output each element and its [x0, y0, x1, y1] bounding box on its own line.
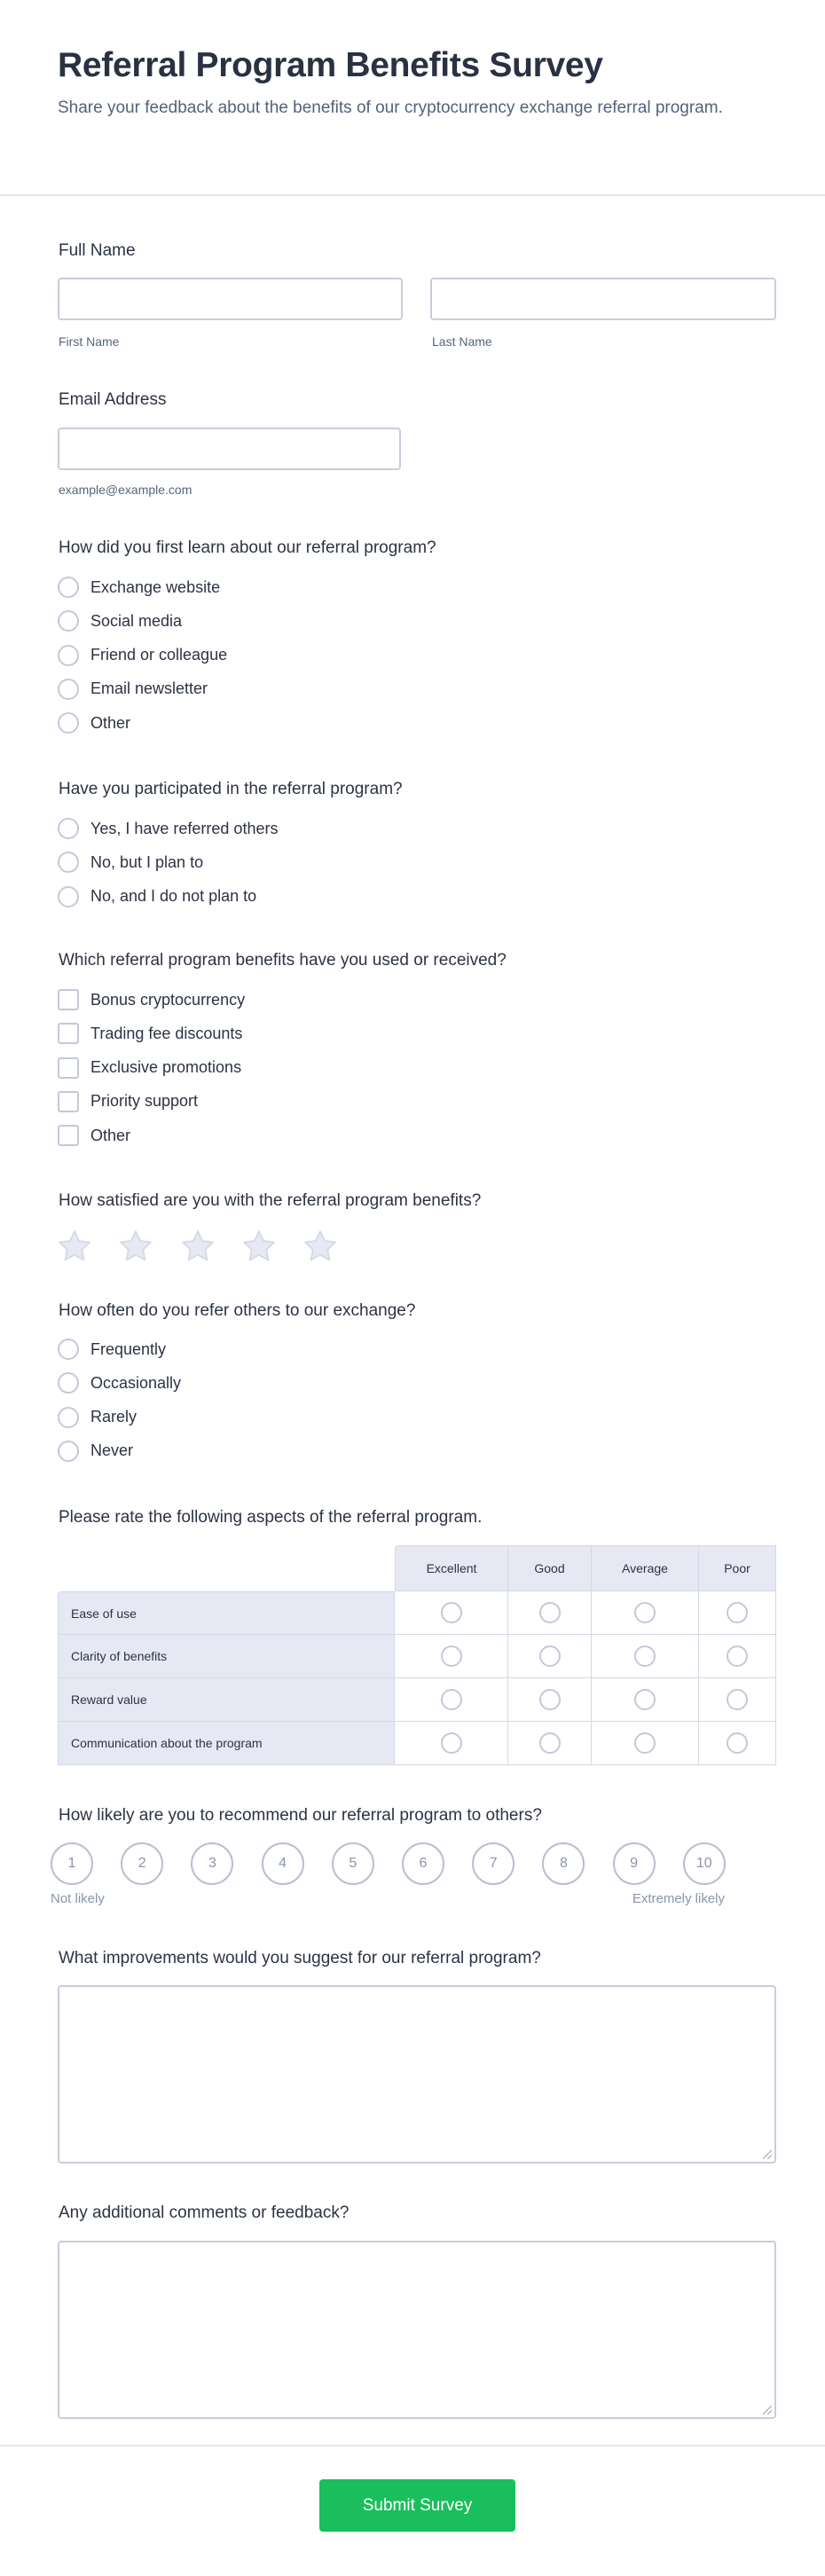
learn-option[interactable] [58, 576, 220, 599]
learn-option-label: Other [90, 713, 131, 732]
matrix-column-header: Good [508, 1545, 592, 1591]
learn-option[interactable] [58, 644, 227, 667]
matrix-row [58, 1591, 776, 1635]
participated-option-label: Yes, I have referred others [90, 819, 279, 837]
benefit-option[interactable] [58, 1124, 130, 1147]
radio-button[interactable] [58, 818, 79, 839]
radio-button[interactable] [58, 577, 79, 598]
improvements-textarea[interactable] [58, 1985, 776, 2164]
first-name-input[interactable] [58, 278, 403, 320]
matrix-radio-button[interactable] [634, 1732, 656, 1754]
nps-option[interactable]: 5 [332, 1842, 374, 1885]
benefit-option-label: Priority support [90, 1092, 199, 1111]
learn-option[interactable] [58, 678, 208, 701]
learn-option-label: Friend or colleague [90, 646, 228, 664]
matrix-question-label: Please rate the following aspects of the referral program. [59, 1508, 483, 1527]
matrix-radio-button[interactable] [539, 1602, 561, 1623]
matrix-column-header: Excellent [395, 1545, 508, 1591]
matrix-radio-button[interactable] [441, 1732, 462, 1754]
checkbox[interactable] [58, 1057, 79, 1079]
matrix-cell [592, 1591, 699, 1635]
nps-option[interactable]: 8 [542, 1842, 585, 1885]
checkbox[interactable] [58, 989, 79, 1010]
radio-button[interactable] [58, 645, 79, 666]
benefit-option-label: Exclusive promotions [90, 1058, 242, 1077]
first-name-sublabel: First Name [59, 334, 120, 349]
frequency-option[interactable] [58, 1406, 137, 1429]
radio-button[interactable] [58, 1372, 79, 1394]
participated-option-label: No, but I plan to [90, 852, 204, 871]
nps-question-label: How likely are you to recommend our referral program to others? [59, 1806, 542, 1825]
radio-button[interactable] [58, 1339, 79, 1360]
matrix-cell [592, 1722, 699, 1765]
matrix-cell [699, 1635, 776, 1678]
matrix-row-label: Ease of use [58, 1591, 395, 1635]
matrix-radio-button[interactable] [634, 1602, 656, 1623]
frequency-option[interactable] [58, 1371, 181, 1394]
radio-button[interactable] [58, 610, 79, 632]
matrix-radio-button[interactable] [441, 1689, 462, 1710]
star-icon[interactable] [180, 1229, 216, 1264]
matrix-cell [395, 1722, 508, 1765]
benefit-option[interactable] [58, 1056, 241, 1080]
matrix-radio-button[interactable] [441, 1645, 462, 1667]
matrix-cell [395, 1678, 508, 1722]
nps-option[interactable]: 4 [262, 1842, 304, 1885]
radio-button[interactable] [58, 1407, 79, 1428]
nps-option[interactable]: 6 [402, 1842, 444, 1885]
matrix-cell [699, 1591, 776, 1635]
star-icon[interactable] [57, 1229, 92, 1264]
matrix-radio-button[interactable] [539, 1645, 561, 1667]
participated-option[interactable] [58, 817, 278, 840]
participated-option[interactable] [58, 885, 256, 908]
resize-handle-icon[interactable] [763, 2150, 772, 2159]
benefit-option-label: Other [90, 1126, 131, 1144]
matrix-cell [508, 1591, 592, 1635]
matrix-row-label: Clarity of benefits [58, 1635, 395, 1678]
frequency-option-label: Occasionally [90, 1373, 182, 1392]
matrix-cell [699, 1722, 776, 1765]
frequency-option-label: Rarely [90, 1408, 138, 1426]
frequency-option-label: Never [90, 1441, 134, 1460]
matrix-radio-button[interactable] [539, 1689, 561, 1710]
nps-option[interactable]: 7 [472, 1842, 515, 1885]
nps-option[interactable]: 10 [683, 1842, 726, 1885]
matrix-radio-button[interactable] [727, 1602, 748, 1623]
full-name-label: Full Name [59, 241, 136, 260]
nps-low-label: Not likely [51, 1891, 105, 1906]
matrix-column-header: Average [592, 1545, 699, 1591]
matrix-cell [592, 1635, 699, 1678]
frequency-option-label: Frequently [90, 1339, 167, 1358]
matrix-radio-button[interactable] [539, 1732, 561, 1754]
matrix-radio-button[interactable] [727, 1732, 748, 1754]
nps-option[interactable]: 9 [613, 1842, 656, 1885]
matrix-radio-button[interactable] [441, 1602, 462, 1623]
star-icon[interactable] [118, 1229, 153, 1264]
benefit-option-label: Trading fee discounts [90, 1024, 243, 1042]
radio-button[interactable] [58, 886, 79, 907]
resize-handle-icon[interactable] [763, 2406, 772, 2415]
page-title: Referral Program Benefits Survey [58, 46, 603, 84]
benefit-option[interactable] [58, 1022, 242, 1045]
checkbox[interactable] [58, 1023, 79, 1044]
learn-option-label: Social media [90, 611, 183, 630]
matrix-cell [699, 1678, 776, 1722]
learn-option-label: Exchange website [90, 577, 221, 596]
email-label: Email Address [59, 390, 167, 409]
radio-button[interactable] [58, 1441, 79, 1462]
frequency-question-label: How often do you refer others to our exchange? [59, 1301, 416, 1320]
learn-option[interactable] [58, 609, 182, 632]
matrix-column-header: Poor [699, 1545, 776, 1591]
radio-button[interactable] [58, 679, 79, 700]
matrix-cell [592, 1678, 699, 1722]
learn-option-label: Email newsletter [90, 679, 208, 698]
nps-option[interactable]: 3 [191, 1842, 233, 1885]
matrix-cell [395, 1635, 508, 1678]
header-divider [0, 194, 825, 196]
email-hint: example@example.com [59, 483, 192, 497]
radio-button[interactable] [58, 712, 79, 734]
benefits-question-label: Which referral program benefits have you used or received? [59, 951, 507, 970]
page-subtitle: Share your feedback about the benefits of our cryptocurrency exchange referral program. [58, 98, 723, 117]
matrix-radio-button[interactable] [727, 1689, 748, 1710]
nps-high-label: Extremely likely [632, 1891, 725, 1906]
matrix-radio-button[interactable] [727, 1645, 748, 1667]
matrix-cell [395, 1591, 508, 1635]
learn-question-label: How did you first learn about our referral program? [59, 538, 436, 557]
matrix-cell [508, 1635, 592, 1678]
frequency-option[interactable] [58, 1440, 133, 1463]
participated-option-label: No, and I do not plan to [90, 887, 257, 906]
participated-option[interactable] [58, 851, 203, 874]
matrix-corner [58, 1545, 395, 1591]
matrix-row-label: Reward value [58, 1678, 395, 1722]
star-icon[interactable] [302, 1229, 338, 1264]
improvements-question-label: What improvements would you suggest for our referral program? [59, 1949, 541, 1967]
last-name-sublabel: Last Name [432, 334, 492, 349]
satisfaction-question-label: How satisfied are you with the referral program benefits? [59, 1191, 482, 1210]
submit-button[interactable]: Submit Survey [319, 2479, 515, 2532]
nps-option[interactable]: 1 [51, 1842, 93, 1885]
comments-question-label: Any additional comments or feedback? [59, 2203, 350, 2222]
star-icon[interactable] [241, 1229, 277, 1264]
matrix-radio-button[interactable] [634, 1645, 656, 1667]
benefit-option[interactable] [58, 1090, 198, 1113]
checkbox[interactable] [58, 1125, 79, 1146]
learn-option[interactable] [58, 711, 130, 734]
matrix-row [58, 1722, 776, 1765]
rating-matrix [58, 1545, 776, 1765]
comments-textarea[interactable] [58, 2241, 776, 2419]
frequency-option[interactable] [58, 1338, 166, 1361]
radio-button[interactable] [58, 852, 79, 873]
participated-question-label: Have you participated in the referral program? [59, 780, 403, 798]
checkbox[interactable] [58, 1091, 79, 1112]
footer-divider [0, 2445, 825, 2446]
matrix-row [58, 1678, 776, 1722]
email-input[interactable] [58, 428, 401, 470]
benefit-option[interactable] [58, 988, 245, 1011]
matrix-cell [508, 1722, 592, 1765]
benefit-option-label: Bonus cryptocurrency [90, 990, 246, 1009]
matrix-radio-button[interactable] [634, 1689, 656, 1710]
matrix-cell [508, 1678, 592, 1722]
nps-option[interactable]: 2 [121, 1842, 163, 1885]
matrix-row-label: Communication about the program [58, 1722, 395, 1765]
last-name-input[interactable] [430, 278, 776, 320]
matrix-row [58, 1635, 776, 1678]
